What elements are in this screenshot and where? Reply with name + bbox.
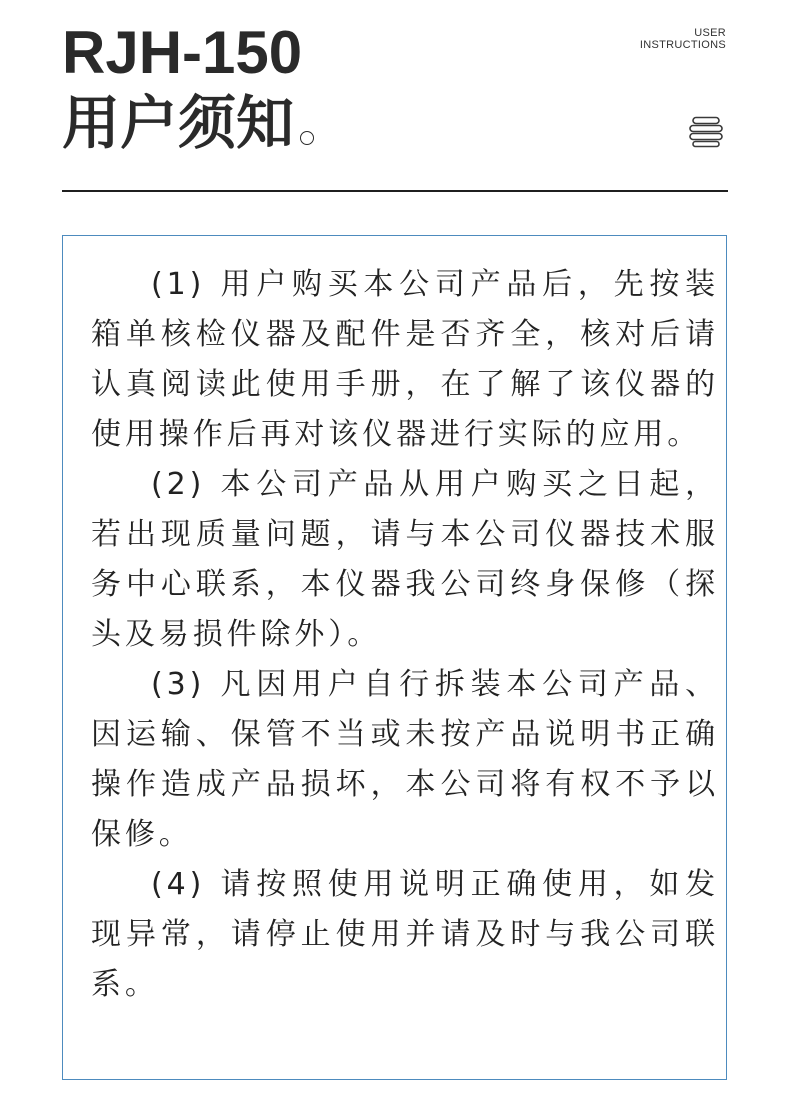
menu-icon-graphic	[688, 116, 724, 148]
model-title: RJH-150	[62, 19, 303, 86]
user-instructions-line1: USER	[694, 27, 726, 39]
instruction-paragraph-1: (1) 用户购买本公司产品后，先按装箱单核检仪器及配件是否齐全，核对后请认真阅读此使用手册，在了解了该仪器的使用操作后再对该仪器进行实际的应用。	[91, 267, 719, 452]
instructions-box	[62, 235, 727, 1080]
user-instructions-line2: INSTRUCTIONS	[639, 39, 726, 51]
instruction-paragraph-4: (4) 请按照使用说明正确使用，如发现异常，请停止使用并请及时与我公司联系。	[91, 867, 719, 1002]
header-divider	[62, 190, 728, 192]
user-instructions-label	[640, 27, 726, 51]
page-title-text: 用户须知	[62, 89, 295, 157]
title-dot-decoration	[300, 131, 314, 145]
page-title	[62, 90, 314, 156]
instruction-paragraph-2: (2) 本公司产品从用户购买之日起，若出现质量问题，请与本公司仪器技术服务中心联系，本仪器我公司终身保修（探头及易损件除外）。	[91, 467, 719, 652]
instruction-paragraph-3: (3) 凡因用户自行拆装本公司产品、因运输、保管不当或未按产品说明书正确操作造成产品损坏，本公司将有权不予以保修。	[91, 667, 719, 852]
menu-icon[interactable]	[688, 116, 724, 148]
instructions-text	[91, 260, 719, 1010]
